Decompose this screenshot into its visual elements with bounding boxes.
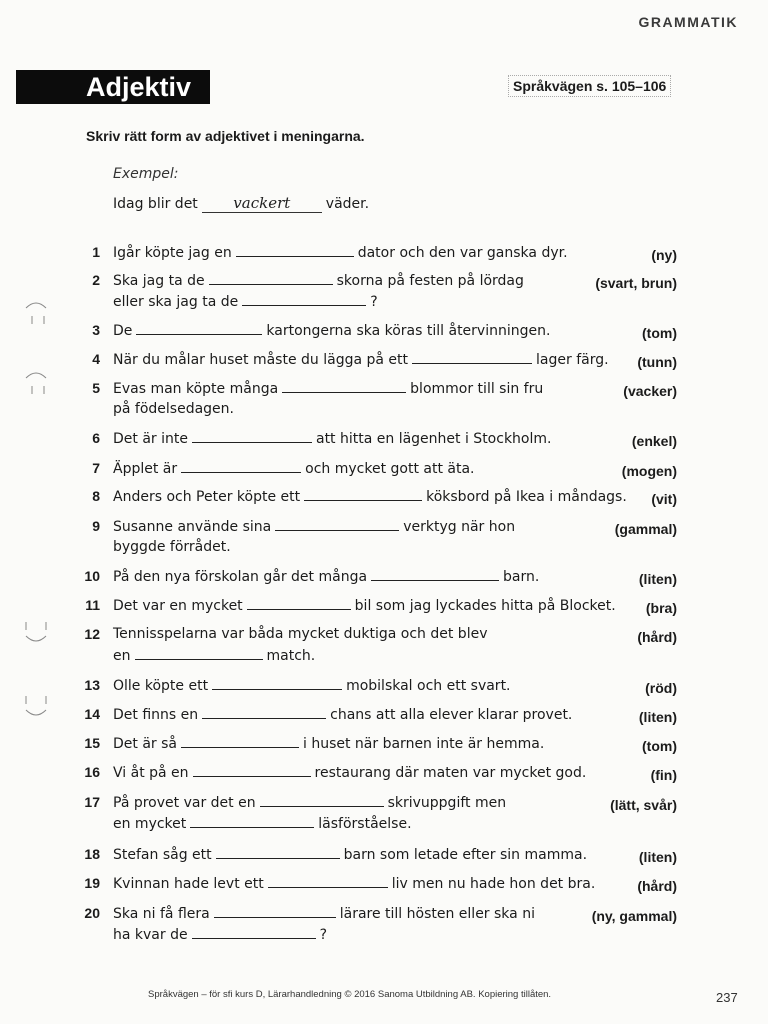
answer-blank[interactable]: [282, 380, 406, 393]
sentence-part: match.: [266, 648, 316, 664]
adjective-hint: (lätt, svår): [610, 797, 677, 813]
sentence-part: chans att alla elever klarar provet.: [330, 707, 573, 723]
example-label: Exempel:: [113, 166, 179, 182]
sentence-part: i huset när barnen inte är hemma.: [303, 736, 545, 752]
adjective-hint: (ny, gammal): [591, 908, 677, 924]
sentence-part: mobilskal och ett svart.: [346, 678, 511, 694]
answer-blank[interactable]: [236, 244, 354, 257]
sentence-part: ?: [319, 927, 328, 943]
exercise-sentence: [113, 905, 535, 922]
sentence-part: köksbord på Ikea i måndags.: [426, 489, 627, 505]
sentence-part: Äpplet är: [113, 461, 178, 477]
sentence-part: På provet var det en: [113, 795, 256, 811]
exercise-row: [0, 518, 768, 555]
exercise-number: 11: [85, 597, 100, 613]
example-text-after: väder.: [325, 196, 370, 212]
answer-blank[interactable]: [136, 322, 262, 335]
exercise-number: 1: [92, 244, 100, 260]
sentence-part: och mycket gott att äta.: [305, 461, 475, 477]
exercise-row: [0, 460, 768, 480]
answer-blank[interactable]: [304, 488, 422, 501]
exercise-sentence: [113, 488, 627, 505]
exercise-row: [0, 322, 768, 342]
answer-blank[interactable]: [216, 846, 340, 859]
sentence-part: skrivuppgift men: [387, 795, 507, 811]
sentence-part: dator och den var ganska dyr.: [357, 245, 568, 261]
sentence-part: Kvinnan hade levt ett: [113, 876, 264, 892]
exercise-sentence: [113, 764, 586, 781]
exercise-row: [0, 764, 768, 784]
sentence-part: På den nya förskolan går det många: [113, 569, 368, 585]
answer-blank[interactable]: [202, 706, 326, 719]
exercise-number: 13: [84, 677, 100, 693]
sentence-part: att hitta en lägenhet i Stockholm.: [315, 431, 552, 447]
adjective-hint: (vacker): [623, 383, 677, 399]
instruction: Skriv rätt form av adjektivet i meningarna.: [86, 128, 365, 144]
sentence-part: Det var en mycket: [113, 598, 243, 614]
exercise-row: [0, 677, 768, 697]
adjective-hint: (tom): [642, 325, 677, 341]
exercise-sentence: [113, 706, 572, 723]
punch-hole-mark: [22, 692, 50, 722]
title-bar: [16, 70, 210, 104]
exercise-row: [0, 244, 768, 264]
adjective-hint: (fin): [650, 767, 677, 783]
adjective-hint: (mogen): [621, 463, 677, 479]
sentence-part: en: [113, 648, 131, 664]
exercise-number: 9: [92, 518, 100, 534]
answer-blank[interactable]: [214, 905, 336, 918]
sentence-part: Olle köpte ett: [113, 678, 209, 694]
sentence-part: ha kvar de: [113, 927, 188, 943]
exercise-sentence: [113, 430, 551, 447]
exercise-sentence: [113, 875, 595, 892]
sentence-part: Det är så: [113, 736, 177, 752]
sentence-part: Det är inte: [113, 431, 188, 447]
exercise-number: 14: [84, 706, 100, 722]
exercise-sentence: [113, 846, 587, 863]
exercise-row: [0, 380, 768, 417]
sentence-part: eller ska jag ta de: [113, 294, 239, 310]
sentence-part: byggde förrådet.: [113, 539, 231, 555]
adjective-hint: (svart, brun): [595, 275, 677, 291]
sentence-part: Ska ni få flera: [113, 906, 210, 922]
sentence-part: När du målar huset måste du lägga på ett: [113, 352, 409, 368]
answer-blank[interactable]: [192, 926, 316, 939]
exercise-number: 4: [92, 351, 100, 367]
answer-blank[interactable]: [212, 677, 342, 690]
punch-hole-mark: [22, 298, 50, 328]
adjective-hint: (tom): [642, 738, 677, 754]
sentence-part: kartongerna ska köras till återvinningen.: [266, 323, 551, 339]
sentence-part: Ska jag ta de: [113, 273, 205, 289]
exercise-row: [0, 351, 768, 371]
exercise-number: 8: [92, 488, 100, 504]
sentence-part: Anders och Peter köpte ett: [113, 489, 301, 505]
exercise-number: 19: [84, 875, 100, 891]
answer-blank[interactable]: [412, 351, 532, 364]
exercise-sentence-continued: [113, 539, 231, 555]
sentence-part: en mycket: [113, 816, 187, 832]
exercise-row: [0, 626, 768, 664]
answer-blank[interactable]: [192, 430, 312, 443]
exercise-row: [0, 875, 768, 895]
footer-text: Språkvägen – för sfi kurs D, Lärarhandledning © 2016 Sanoma Utbildning AB. Kopiering tillåten.: [148, 989, 552, 1000]
sentence-part: bil som jag lyckades hitta på Blocket.: [354, 598, 616, 614]
adjective-hint: (liten): [638, 709, 677, 725]
exercise-sentence-continued: [113, 401, 234, 417]
exercise-number: 12: [84, 626, 100, 642]
exercise-sentence-continued: [113, 815, 412, 832]
answer-blank[interactable]: [275, 518, 399, 531]
adjective-hint: (enkel): [631, 433, 677, 449]
answer-blank[interactable]: [190, 815, 314, 828]
sentence-part: läsförståelse.: [318, 816, 412, 832]
section-tag: GRAMMATIK: [638, 14, 738, 30]
adjective-hint: (hård): [637, 629, 677, 645]
sentence-part: blommor till sin fru: [410, 381, 544, 397]
sentence-part: lager färg.: [536, 352, 609, 368]
sentence-part: barn.: [503, 569, 540, 585]
exercise-number: 2: [92, 272, 100, 288]
exercise-sentence: [113, 244, 568, 261]
exercise-sentence: [113, 322, 550, 339]
exercise-row: [0, 597, 768, 617]
exercise-sentence: [113, 626, 488, 642]
sentence-part: Stefan såg ett: [113, 847, 212, 863]
answer-blank[interactable]: [242, 293, 366, 306]
exercise-sentence-continued: [113, 926, 327, 943]
sentence-part: Tennisspelarna var båda mycket duktiga och det blev: [113, 626, 488, 642]
sentence-part: på födelsedagen.: [113, 401, 234, 417]
example-answer: vackert: [202, 194, 322, 213]
adjective-hint: (bra): [645, 600, 677, 616]
exercise-sentence: [113, 597, 616, 614]
sentence-part: ?: [370, 294, 378, 310]
answer-blank[interactable]: [135, 647, 263, 660]
example-sentence: [113, 194, 369, 213]
sentence-part: Det finns en: [113, 707, 199, 723]
adjective-hint: (tunn): [637, 354, 677, 370]
exercise-number: 15: [84, 735, 100, 751]
sentence-part: liv men nu hade hon det bra.: [391, 876, 596, 892]
exercise-row: [0, 272, 768, 310]
page-title: Adjektiv: [86, 72, 192, 102]
exercise-sentence: [113, 794, 506, 811]
exercise-number: 3: [92, 322, 100, 338]
exercise-number: 5: [92, 380, 100, 396]
adjective-hint: (ny): [651, 247, 677, 263]
exercise-number: 6: [92, 430, 100, 446]
sentence-part: barn som letade efter sin mamma.: [343, 847, 588, 863]
sentence-part: Susanne använde sina: [113, 519, 272, 535]
exercise-sentence: [113, 735, 544, 752]
exercise-number: 10: [84, 568, 100, 584]
exercise-row: [0, 905, 768, 943]
adjective-hint: (liten): [638, 571, 677, 587]
sentence-part: Vi åt på en: [113, 765, 189, 781]
answer-blank[interactable]: [193, 764, 311, 777]
adjective-hint: (röd): [645, 680, 677, 696]
answer-blank[interactable]: [181, 735, 299, 748]
book-reference: Språkvägen s. 105–106: [508, 75, 671, 97]
exercise-sentence: [113, 272, 524, 289]
punch-hole-mark: [22, 368, 50, 398]
exercise-sentence: [113, 380, 543, 397]
exercise-number: 18: [84, 846, 100, 862]
answer-blank[interactable]: [371, 568, 499, 581]
exercise-row: [0, 706, 768, 726]
punch-hole-mark: [22, 618, 50, 648]
exercise-row: [0, 488, 768, 508]
exercise-number: 17: [84, 794, 100, 810]
exercise-sentence-continued: [113, 293, 378, 310]
exercise-number: 7: [92, 460, 100, 476]
page-number: 237: [716, 990, 738, 1005]
answer-blank[interactable]: [260, 794, 384, 807]
exercise-row: [0, 794, 768, 832]
adjective-hint: (hård): [637, 878, 677, 894]
exercise-sentence: [113, 568, 539, 585]
exercise-sentence: [113, 460, 475, 477]
sentence-part: lärare till hösten eller ska ni: [339, 906, 535, 922]
exercise-sentence: [113, 677, 511, 694]
adjective-hint: (vit): [651, 491, 677, 507]
exercise-number: 16: [84, 764, 100, 780]
sentence-part: De: [113, 323, 133, 339]
exercise-sentence-continued: [113, 647, 315, 664]
sentence-part: Evas man köpte många: [113, 381, 279, 397]
exercise-number: 20: [84, 905, 100, 921]
answer-blank[interactable]: [181, 460, 301, 473]
adjective-hint: (liten): [638, 849, 677, 865]
exercise-row: [0, 568, 768, 588]
sentence-part: Igår köpte jag en: [113, 245, 232, 261]
answer-blank[interactable]: [247, 597, 351, 610]
adjective-hint: (gammal): [614, 521, 677, 537]
answer-blank[interactable]: [268, 875, 388, 888]
exercise-row: [0, 735, 768, 755]
exercise-sentence: [113, 518, 515, 535]
exercise-row: [0, 846, 768, 866]
answer-blank[interactable]: [209, 272, 333, 285]
exercise-sentence: [113, 351, 609, 368]
sentence-part: verktyg när hon: [403, 519, 516, 535]
sentence-part: skorna på festen på lördag: [336, 273, 524, 289]
exercise-row: [0, 430, 768, 450]
sentence-part: restaurang där maten var mycket god.: [314, 765, 587, 781]
example-text-before: Idag blir det: [113, 196, 198, 212]
